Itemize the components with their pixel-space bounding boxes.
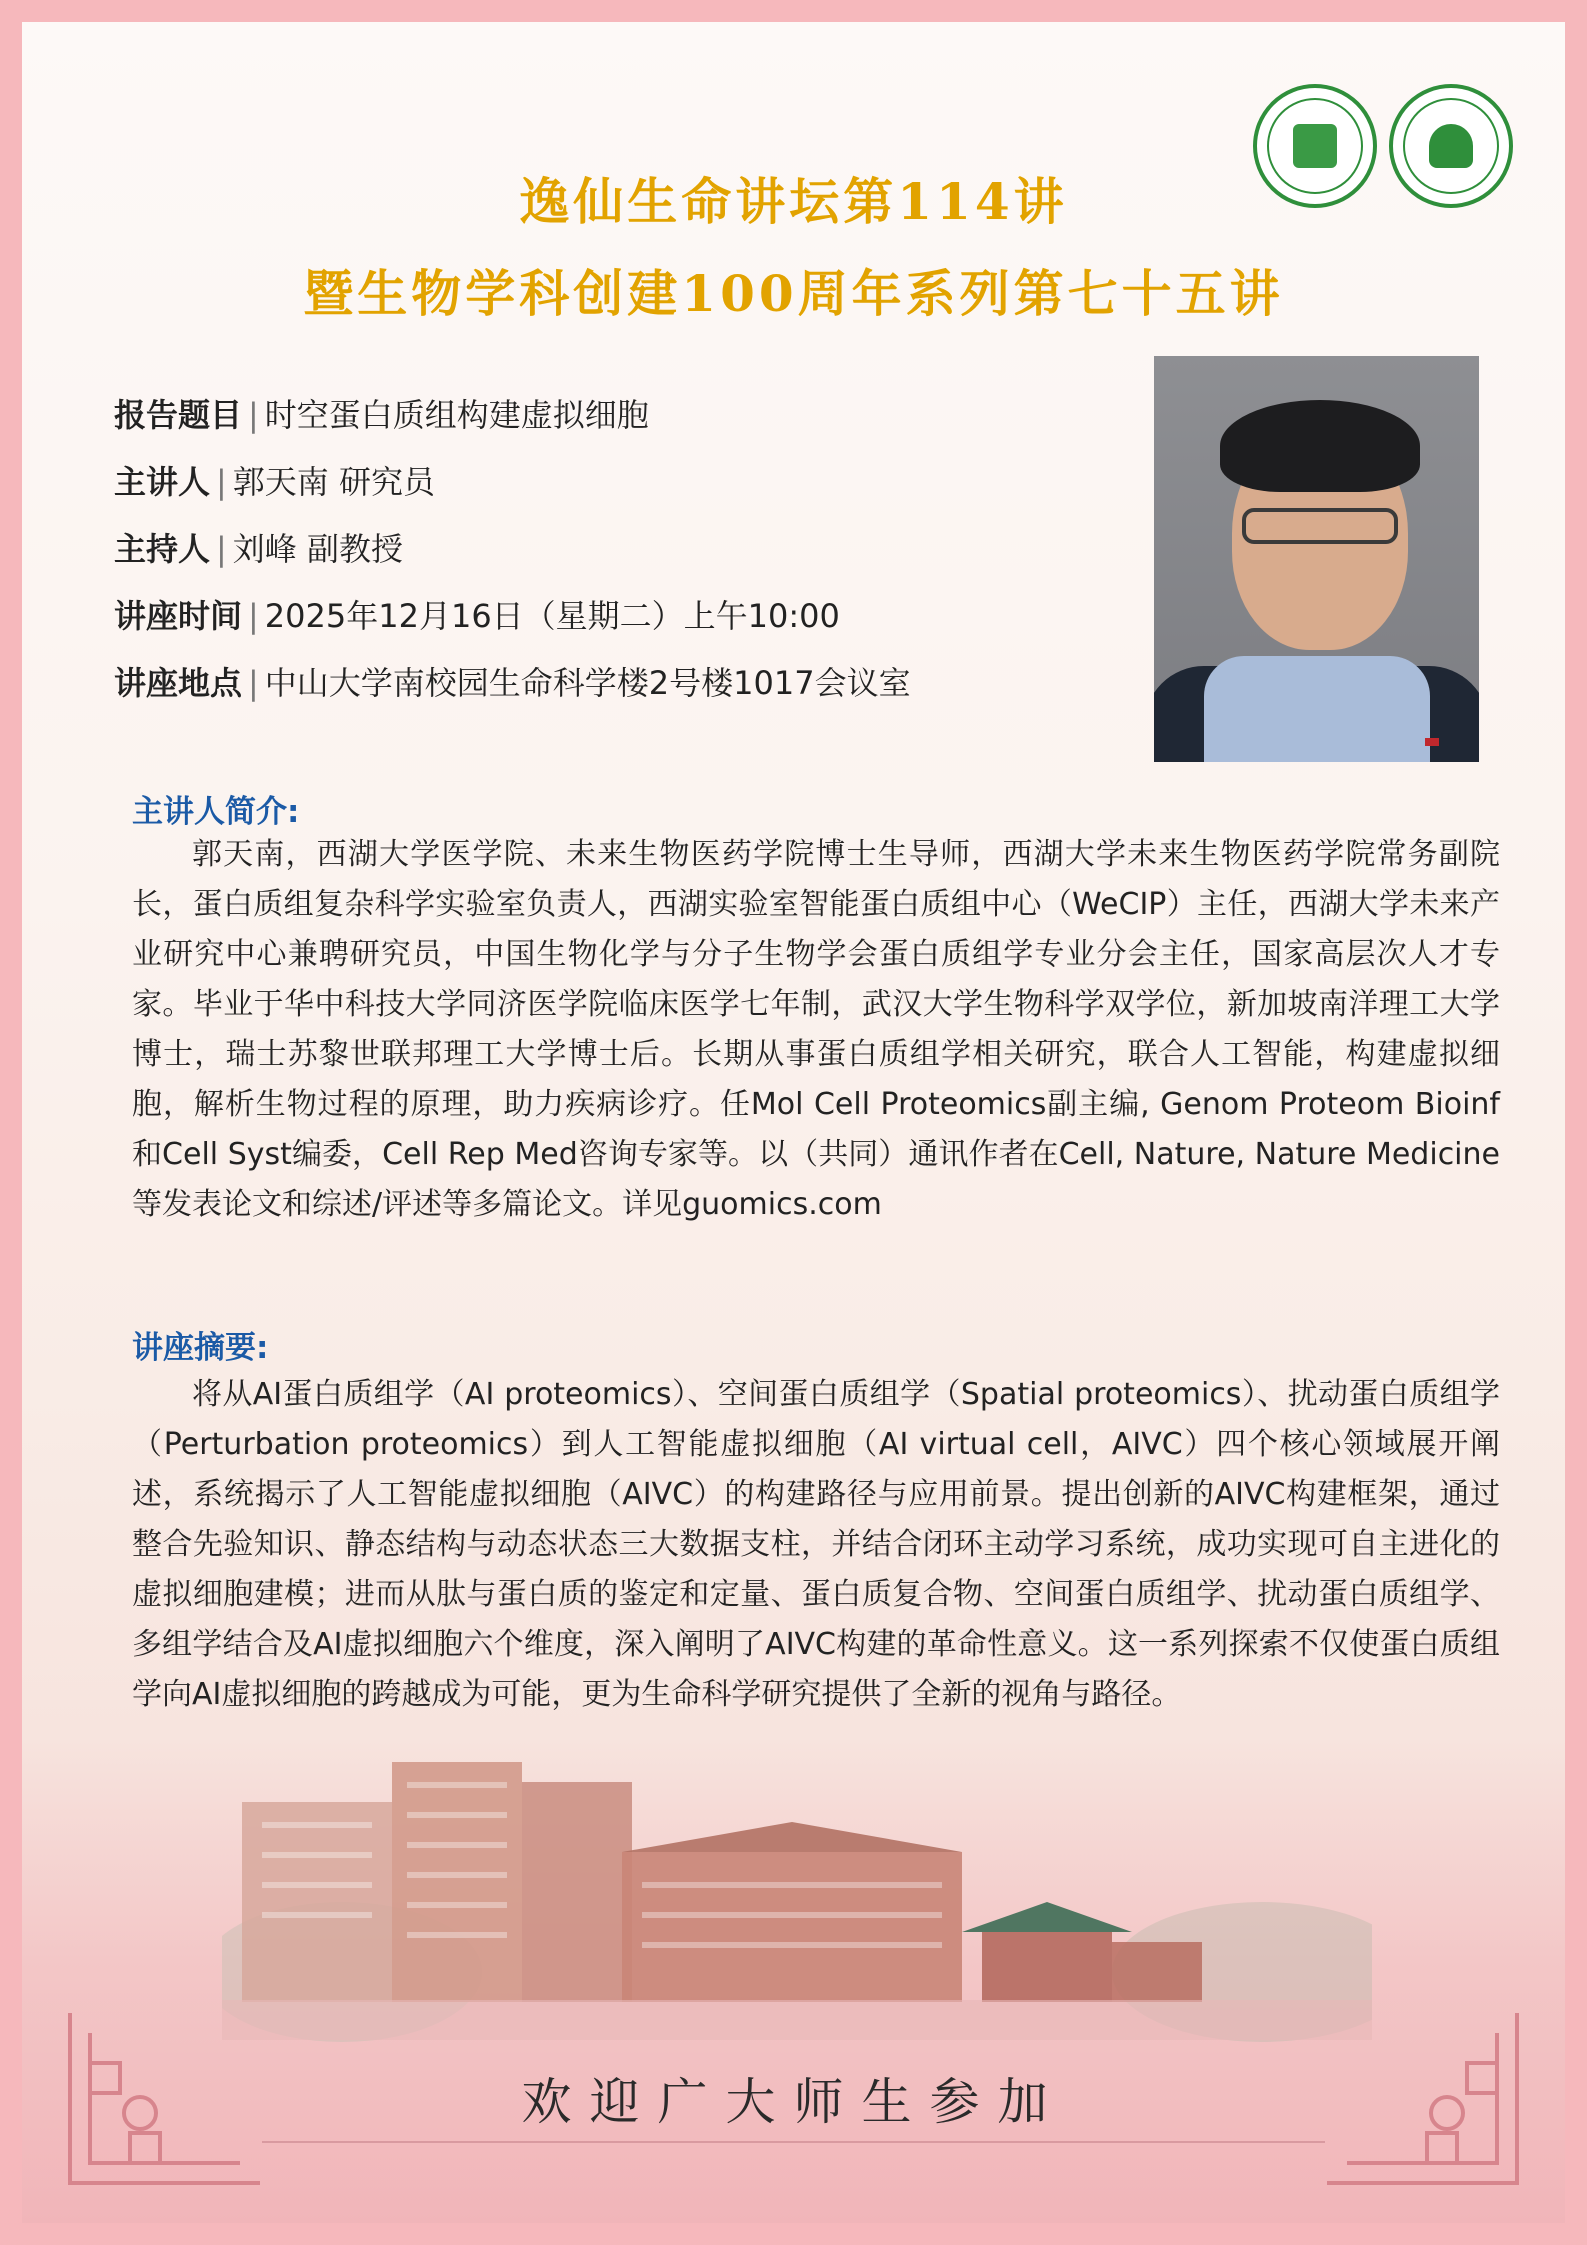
info-value: 中山大学南校园生命科学楼2号楼1017会议室 bbox=[264, 664, 911, 702]
info-row-location bbox=[114, 658, 911, 725]
info-row-topic bbox=[114, 390, 911, 457]
info-value: 郭天南 研究员 bbox=[232, 463, 435, 501]
centennial-series-subtitle: 暨生物学科创建100周年系列第七十五讲 bbox=[303, 264, 1284, 323]
info-separator: | bbox=[216, 463, 227, 501]
abstract-heading: 讲座摘要: bbox=[132, 1330, 269, 1366]
info-key: 报告题目 bbox=[114, 396, 243, 434]
campus-buildings-illustration bbox=[222, 1742, 1372, 2062]
info-separator: | bbox=[248, 664, 259, 702]
welcome-message: 欢迎广大师生参加 bbox=[521, 2073, 1066, 2131]
info-separator: | bbox=[248, 396, 259, 434]
corner-ornament-right bbox=[1317, 2003, 1537, 2203]
speaker-bio-heading: 主讲人简介: bbox=[132, 794, 300, 830]
lecture-series-title: 逸仙生命讲坛第114讲 bbox=[519, 172, 1068, 231]
bottom-divider bbox=[262, 2141, 1325, 2143]
info-separator: | bbox=[216, 530, 227, 568]
info-value: 刘峰 副教授 bbox=[232, 530, 403, 568]
info-value: 2025年12月16日（星期二）上午10:00 bbox=[264, 597, 840, 635]
corner-ornament-left bbox=[50, 2003, 270, 2203]
abstract-text: 将从AI蛋白质组学（AI proteomics）、空间蛋白质组学（Spatial proteomics）、扰动蛋白质组学（Perturbation proteomics）到人工智能虚拟细胞（AI virtual cell，AIVC）四个核心领域展开阐述，系统揭示了人工智能虚拟细胞（AIVC）的构建路径与应用前景。提出创新的AIVC构建框架，通过整合先验知识、静态结构与动态状态三大数据支柱，并结合闭环主动学习系统，成功实现可自主进化的虚拟细胞建模；进而从肽与蛋白质的鉴定和定量、蛋白质复合物、空间蛋白质组学、扰动蛋白质组学、多组学结合及AI虚拟细胞六个维度，深入阐明了AIVC构建的革命性意义。这一系列探索不仅使蛋白质组学向AI虚拟细胞的跨越成为可能，更为生命科学研究提供了全新的视角与路径。 bbox=[132, 1377, 1500, 1712]
info-key: 讲座时间 bbox=[114, 597, 243, 635]
speaker-photo bbox=[1154, 356, 1479, 762]
info-value: 时空蛋白质组构建虚拟细胞 bbox=[264, 396, 649, 434]
info-row-speaker bbox=[114, 457, 911, 524]
lecture-info-list bbox=[114, 390, 911, 725]
info-separator: | bbox=[248, 597, 259, 635]
info-row-time bbox=[114, 591, 911, 658]
poster bbox=[22, 22, 1565, 2223]
info-key: 主持人 bbox=[114, 530, 211, 568]
info-key: 主讲人 bbox=[114, 463, 211, 501]
info-key: 讲座地点 bbox=[114, 664, 243, 702]
info-row-host bbox=[114, 524, 911, 591]
speaker-bio-text: 郭天南，西湖大学医学院、未来生物医药学院博士生导师，西湖大学未来生物医药学院常务副院长，蛋白质组复杂科学实验室负责人，西湖实验室智能蛋白质组中心（WeCIP）主任，西湖大学未来产业研究中心兼聘研究员，中国生物化学与分子生物学会蛋白质组学专业分会主任，国家高层次人才专家。毕业于华中科技大学同济医学院临床医学七年制，武汉大学生物科学双学位，新加坡南洋理工大学博士，瑞士苏黎世联邦理工大学博士后。长期从事蛋白质组学相关研究，联合人工智能，构建虚拟细胞，解析生物过程的原理，助力疾病诊疗。任Mol Cell Proteomics副主编, Genom Proteom Bioinf和Cell Syst编委，Cell Rep Med咨询专家等。以（共同）通讯作者在Cell, Nature, Nature Medicine等发表论文和综述/评述等多篇论文。详见guomics.com bbox=[132, 837, 1500, 1222]
